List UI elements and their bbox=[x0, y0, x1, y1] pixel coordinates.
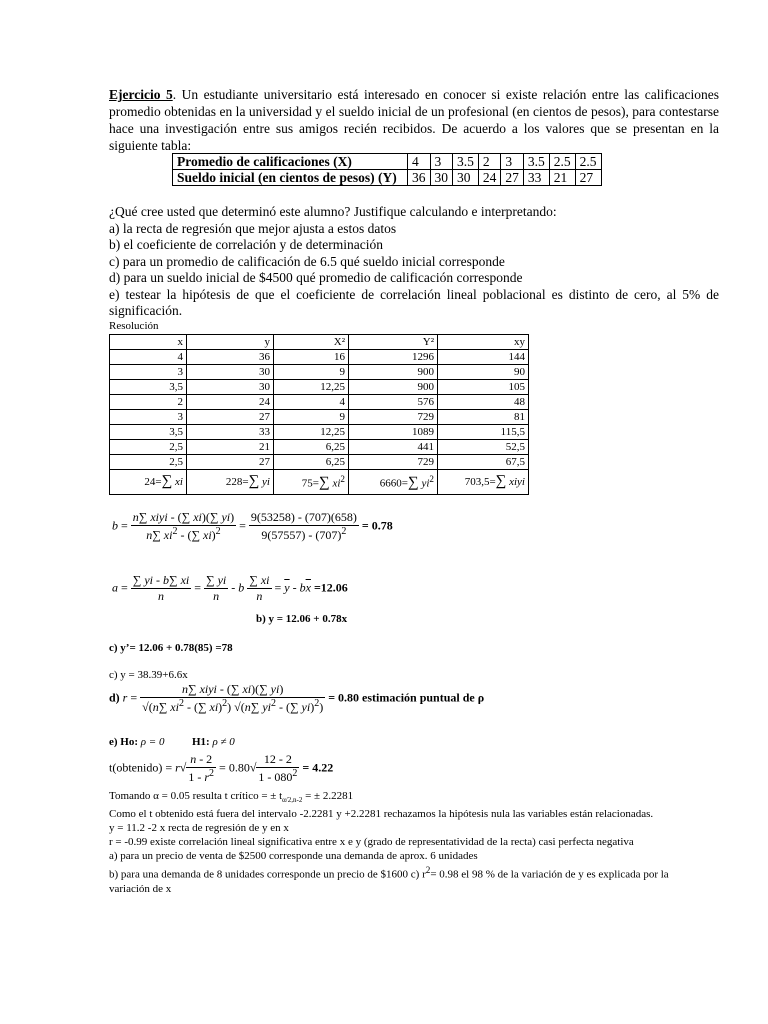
table-cell: 36 bbox=[187, 350, 274, 365]
exercise-text: . Un estudiante universitario está interesado en conocer si existe relación entre las calificaciones promedio obtenidas en la universidad y el sueldo inicial de un profesional (en cientos de pesos), para contestarse hace una investigación entre sus amigos recién recibidos. De acuerdo a los valores que se presentan en la siguiente tabla: bbox=[109, 87, 719, 153]
table-cell: 3 bbox=[110, 365, 187, 380]
prediction-c2: c) y = 38.39+6.6x bbox=[109, 669, 188, 681]
table-cell: 33 bbox=[523, 170, 549, 186]
table-cell: 2 bbox=[110, 395, 187, 410]
question-line: a) la recta de regresión que mejor ajusta a estos datos bbox=[109, 220, 397, 236]
conclusions bbox=[109, 789, 709, 896]
text-line: b) para una demanda de 8 unidades corresponde un precio de $1600 c) $r^2= 0.98$ el 98 % de la variación de y es explicada por la variación de x bbox=[109, 865, 669, 895]
table-cell: 4 bbox=[274, 395, 349, 410]
table-cell: 27 bbox=[575, 170, 601, 186]
table-cell: 3 bbox=[110, 410, 187, 425]
t-statistic: t(obtenido) = r√ $\frac{n - 2}{1 - r^2}$ = 0.80√ $\frac{12 - 2}{1 - 080^2}$ = 4.22 bbox=[109, 752, 334, 784]
text-line: y = 11.2 -2 x recta de regresión de y en x bbox=[109, 822, 289, 835]
table-cell: 3 bbox=[430, 154, 453, 170]
question-line: c) para un promedio de calificación de 6.5 qué sueldo inicial corresponde bbox=[109, 253, 505, 269]
row-label: Sueldo inicial (en cientos de pesos) (Y) bbox=[173, 170, 408, 186]
table-cell: 3,5 bbox=[110, 425, 187, 440]
table-row bbox=[110, 455, 529, 470]
table-cell: 3,5 bbox=[110, 380, 187, 395]
table-cell: 30 bbox=[187, 365, 274, 380]
table-cell: 729 bbox=[349, 410, 438, 425]
regression-line: b) y = 12.06 + 0.78x bbox=[256, 613, 348, 625]
text-line: r = -0.99 existe correlación lineal significativa entre x e y (grado de representatividad de la recta) casi perfecta negativa bbox=[109, 836, 634, 849]
table-row bbox=[110, 350, 529, 365]
table-cell: 3.5 bbox=[453, 154, 479, 170]
table-cell: 48 bbox=[438, 395, 529, 410]
table-cell: 441 bbox=[349, 440, 438, 455]
table-row bbox=[110, 425, 529, 440]
table-cell: 27 bbox=[187, 410, 274, 425]
row-label: Promedio de calificaciones (X) bbox=[173, 154, 408, 170]
table-cell: 12,25 bbox=[274, 425, 349, 440]
table-cell: 4 bbox=[110, 350, 187, 365]
sum-cell: 703,5=∑ xiyi bbox=[438, 470, 529, 495]
sums-row bbox=[110, 470, 529, 495]
table-cell: 4 bbox=[408, 154, 431, 170]
table-cell: 24 bbox=[187, 395, 274, 410]
sum-cell: 75=∑ $xi^2$ bbox=[274, 470, 349, 495]
table-cell: 900 bbox=[349, 365, 438, 380]
table-cell: 21 bbox=[549, 170, 575, 186]
table-cell: 6,25 bbox=[274, 440, 349, 455]
question-line: e) testear la hipótesis de que el coeficiente de correlación lineal poblacional es distinto de cero, al 5% de significación. bbox=[109, 286, 719, 318]
header-cell: X² bbox=[274, 335, 349, 350]
header-cell: Y² bbox=[349, 335, 438, 350]
table-cell: 3.5 bbox=[523, 154, 549, 170]
table-cell: 2.5 bbox=[575, 154, 601, 170]
text-line: a) para un precio de venta de $2500 corresponde una demanda de aprox. 6 unidades bbox=[109, 850, 478, 863]
table-cell: 90 bbox=[438, 365, 529, 380]
question-line: ¿Qué cree usted que determinó este alumno? Justifique calculando e interpretando: bbox=[109, 204, 557, 219]
table-cell: 729 bbox=[349, 455, 438, 470]
table-row bbox=[110, 365, 529, 380]
table-cell: 105 bbox=[438, 380, 529, 395]
question-list bbox=[109, 204, 719, 320]
data-table bbox=[172, 153, 602, 186]
table-row bbox=[173, 170, 602, 186]
sum-cell: 24=∑ xi bbox=[110, 470, 187, 495]
question-line: b) el coeficiente de correlación y de determinación bbox=[109, 237, 383, 252]
table-cell: 2,5 bbox=[110, 440, 187, 455]
header-cell: x bbox=[110, 335, 187, 350]
table-cell: 27 bbox=[187, 455, 274, 470]
exercise-title: Ejercicio 5 bbox=[109, 87, 173, 102]
table-cell: 36 bbox=[408, 170, 431, 186]
formula-a: a = $\frac{\sum yi - b\sum xi}{n}$ = $\frac{\sum yi}{n}$ - b $\frac{\sum xi}{n}$ = $\overline{y} - b\overline{x} =12.06$ bbox=[112, 573, 348, 603]
header-cell: y bbox=[187, 335, 274, 350]
table-cell: 3 bbox=[501, 154, 524, 170]
table-cell: 6,25 bbox=[274, 455, 349, 470]
resolution-table bbox=[109, 334, 529, 495]
table-row bbox=[173, 154, 602, 170]
table-row bbox=[110, 440, 529, 455]
table-cell: 9 bbox=[274, 365, 349, 380]
table-cell: 27 bbox=[501, 170, 524, 186]
question-line: d) para un sueldo inicial de $4500 qué promedio de calificación corresponde bbox=[109, 270, 523, 285]
table-cell: 52,5 bbox=[438, 440, 529, 455]
table-cell: 30 bbox=[453, 170, 479, 186]
exercise-statement bbox=[109, 86, 719, 154]
header-cell: xy bbox=[438, 335, 529, 350]
text-line: Tomando α = 0.05 resulta t crítico = ± $t_{\alpha/2,n-2}$ = ± 2.2281 bbox=[109, 790, 354, 805]
table-row bbox=[110, 395, 529, 410]
formula-b: b = $\frac{\text{n∑ xiyi - (∑ xi)(∑ yi)}}{n\sum xi^2 - (\sum xi)^2}$ = $\frac{9(53258) - (707)(658)}{9(57557) - (707)^2}$ = 0.78 bbox=[112, 510, 393, 542]
sum-cell: 228=∑ yi bbox=[187, 470, 274, 495]
table-cell: 16 bbox=[274, 350, 349, 365]
table-cell: 9 bbox=[274, 410, 349, 425]
table-cell: 144 bbox=[438, 350, 529, 365]
table-cell: 900 bbox=[349, 380, 438, 395]
table-cell: 30 bbox=[187, 380, 274, 395]
table-cell: 1089 bbox=[349, 425, 438, 440]
table-cell: 2.5 bbox=[549, 154, 575, 170]
prediction-c1: c) y’= 12.06 + 0.78(85) =78 bbox=[109, 642, 233, 654]
formula-r: d) r = $\frac{\text{n∑ xiyi - (∑ xi)(∑ yi)}}{√(n\sum xi^2 - (\sum xi)^2) √(n\sum yi^2 - (\sum yi)^2)}$ = 0.80 estimación puntual de ρ bbox=[109, 682, 485, 714]
table-cell: 1296 bbox=[349, 350, 438, 365]
sum-cell: 6660=∑ $yi^2$ bbox=[349, 470, 438, 495]
table-cell: 2,5 bbox=[110, 455, 187, 470]
table-cell: 81 bbox=[438, 410, 529, 425]
table-cell: 21 bbox=[187, 440, 274, 455]
table-header-row bbox=[110, 335, 529, 350]
table-cell: 115,5 bbox=[438, 425, 529, 440]
table-cell: 30 bbox=[430, 170, 453, 186]
table-cell: 67,5 bbox=[438, 455, 529, 470]
text-line: Como el t obtenido está fuera del intervalo -2.2281 y +2.2281 rechazamos la hipótesis nula las variables están relacionadas. bbox=[109, 808, 654, 821]
resolution-title: Resolución bbox=[109, 320, 159, 332]
table-row bbox=[110, 410, 529, 425]
table-cell: 576 bbox=[349, 395, 438, 410]
table-row bbox=[110, 380, 529, 395]
table-cell: 24 bbox=[478, 170, 501, 186]
hypotheses: e) Ho: ρ = 0 H1: ρ ≠ 0 bbox=[109, 736, 235, 748]
table-cell: 2 bbox=[478, 154, 501, 170]
table-cell: 12,25 bbox=[274, 380, 349, 395]
table-cell: 33 bbox=[187, 425, 274, 440]
